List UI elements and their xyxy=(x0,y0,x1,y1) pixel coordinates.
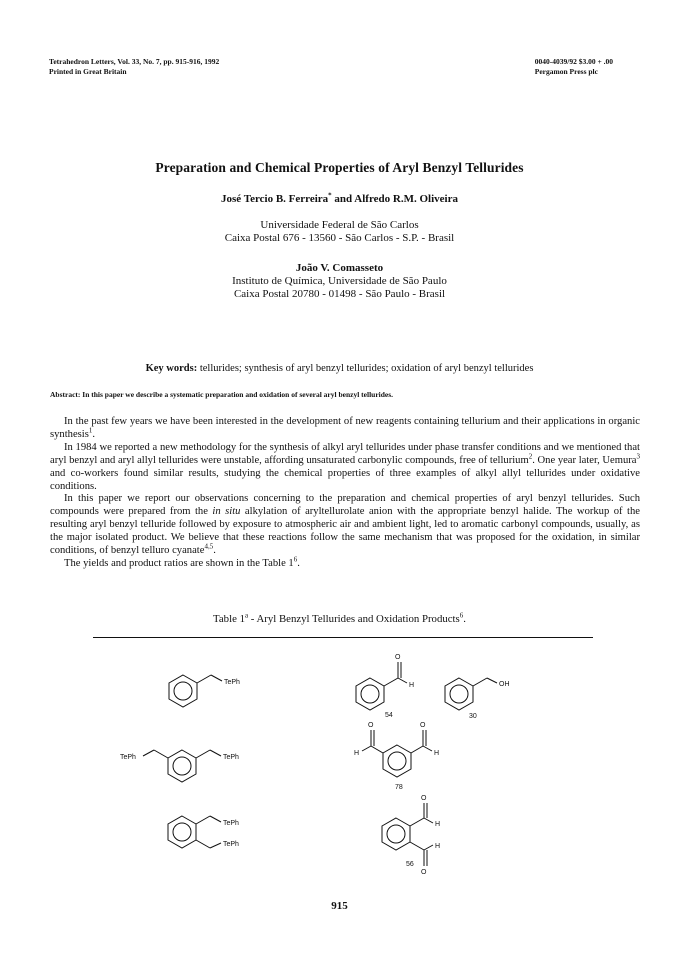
paragraph-2-text-c: and co-workers found similar results, studying the chemical properties of three examples of alkyl allyl tellurides under oxidative conditions. xyxy=(50,467,640,492)
affiliation-2-line2: Caixa Postal 20780 - 01498 - São Paulo - Brasil xyxy=(233,288,446,300)
table-caption-label: Table 1 xyxy=(213,613,245,625)
paragraph-4: The yields and product ratios are shown in the Table $1^6$. xyxy=(64,555,300,569)
label-o-2a: O xyxy=(368,722,374,729)
label-teph-3a: TePh xyxy=(223,820,239,827)
ref-2: 2 xyxy=(528,452,533,461)
structure-ortho-bis-telluride xyxy=(168,816,221,848)
label-h-2b: H xyxy=(434,750,440,757)
table-caption-ref: 6 xyxy=(459,611,464,620)
in-situ-term: in situ xyxy=(212,506,241,518)
label-h-2a: H xyxy=(354,750,360,757)
label-teph-1: TePh xyxy=(224,679,240,686)
label-yield-30: 30 xyxy=(469,713,477,720)
label-teph-3b: TePh xyxy=(223,841,239,848)
ref-3: 3 xyxy=(636,452,641,461)
printed-note: Printed in Great Britain xyxy=(49,67,127,76)
structure-benzyl-telluride xyxy=(169,675,222,707)
paragraph-3-text-a: In this paper we report our observations concerning to the preparation and chemical properties of aryl benzyl tellurides. Such compounds were prepared from the xyxy=(50,493,640,518)
label-o-1: O xyxy=(395,654,401,661)
ref-4-5: 4,5 xyxy=(204,542,214,551)
label-o-3b: O xyxy=(421,869,427,876)
ref-1: 1 xyxy=(88,426,93,435)
journal-citation: Tetrahedron Letters, Vol. 33, No. 7, pp. 915-916, 1992 xyxy=(49,57,220,66)
author-2: and Alfredo R.M. Oliveira xyxy=(331,193,458,205)
structure-benzaldehyde xyxy=(356,662,407,710)
author-1: José Tercio B. Ferreira xyxy=(221,193,329,205)
paper-title: Preparation and Chemical Properties of Aryl Benzyl Tellurides xyxy=(155,160,524,175)
paragraph-1: In the past few years we have been interested in the development of new reagents containing tellurium and their applications in organic synthesis$^1$. xyxy=(50,416,640,440)
page-number: 915 xyxy=(331,900,348,912)
label-oh: OH xyxy=(499,681,510,688)
keywords-text: tellurides; synthesis of aryl benzyl tellurides; oxidation of aryl benzyl tellurides xyxy=(197,363,534,374)
paragraph-2-text-b: . One year later, Uemura xyxy=(532,454,637,466)
table-caption-text: - Aryl Benzyl Tellurides and Oxidation Products xyxy=(248,613,460,625)
paragraph-3: In this paper we report our observations concerning to the preparation and chemical properties of aryl benzyl tellurides. Such compounds were prepared from the in situ alkylation of aryltellurolate anion with the appropriate benzyl halide. The workup of the resulting aryl benzyl telluride followed by exposure to atmospheric air and ambient light, led to aromatic carbonyl compounds, usually, as the major isolated product. We believe that these reactions follow the same mechanism that was proposed for the oxidation, in similar conditions, of benzyl telluro cyanate$^{4,5}$. xyxy=(50,493,641,557)
structure-bis-telluride xyxy=(143,750,221,782)
label-teph-2b: TePh xyxy=(223,754,239,761)
paragraph-3-text-b: alkylation of aryltellurolate anion with the appropriate benzyl halide. The workup of the resulting aryl benzyl telluride followed by exposure to atmospheric air and ambient light, led to aromatic carbonyl compounds, usually, as the major isolated product. We believe that these reactions follow the same mechanism that was proposed for the oxidation, in similar conditions, of benzyl telluro cyanate xyxy=(50,506,641,557)
label-yield-54: 54 xyxy=(385,712,393,719)
affiliation-1-line2: Caixa Postal 676 - 13560 - São Carlos - S.P. - Brasil xyxy=(224,232,455,244)
table-caption-sup: a xyxy=(244,611,249,620)
affiliation-1-line1: Universidade Federal de São Carlos xyxy=(260,219,419,231)
table-caption: Table 1$^a$ - Aryl Benzyl Tellurides and Oxidation Products$^6$. xyxy=(213,611,466,625)
ref-6: 6 xyxy=(293,555,298,564)
label-h-1: H xyxy=(409,682,415,689)
label-o-3a: O xyxy=(421,795,427,802)
label-h-3b: H xyxy=(435,843,441,850)
paragraph-2-text-a: In 1984 we reported a new methodology for the synthesis of alkyl aryl tellurides under phase transfer conditions and we mentioned that aryl benzyl and aryl allyl tellurides were unstable, affording unsaturated carbonylic compounds, free of tellurium xyxy=(50,441,640,466)
structure-phthalaldehyde xyxy=(382,803,433,866)
label-o-2b: O xyxy=(420,722,426,729)
keywords-label: Key words: xyxy=(145,363,198,374)
structure-isophthalaldehyde xyxy=(362,730,432,777)
issn-code: 0040-4039/92 $3.00 + .00 xyxy=(534,57,613,66)
label-yield-56: 56 xyxy=(406,861,414,868)
abstract-label: Abstract: xyxy=(50,390,81,399)
label-h-3a: H xyxy=(435,821,441,828)
structure-benzyl-alcohol xyxy=(445,678,497,710)
affiliation-2-line1: Instituto de Química, Universidade de São Paulo xyxy=(232,275,447,287)
paragraph-1-text: In the past few years we have been interested in the development of new reagents containing tellurium and their applications in organic synthesis xyxy=(50,416,640,440)
label-yield-78: 78 xyxy=(395,784,403,791)
label-teph-2a: TePh xyxy=(120,754,136,761)
author-3: João V. Comasseto xyxy=(295,262,384,274)
publisher-name: Pergamon Press plc xyxy=(534,67,598,76)
corresponding-mark: * xyxy=(328,191,332,200)
paragraph-4-text: The yields and product ratios are shown in the Table 1 xyxy=(64,557,294,569)
abstract-text: In this paper we describe a systematic preparation and oxidation of several aryl benzyl tellurides. xyxy=(80,390,394,399)
